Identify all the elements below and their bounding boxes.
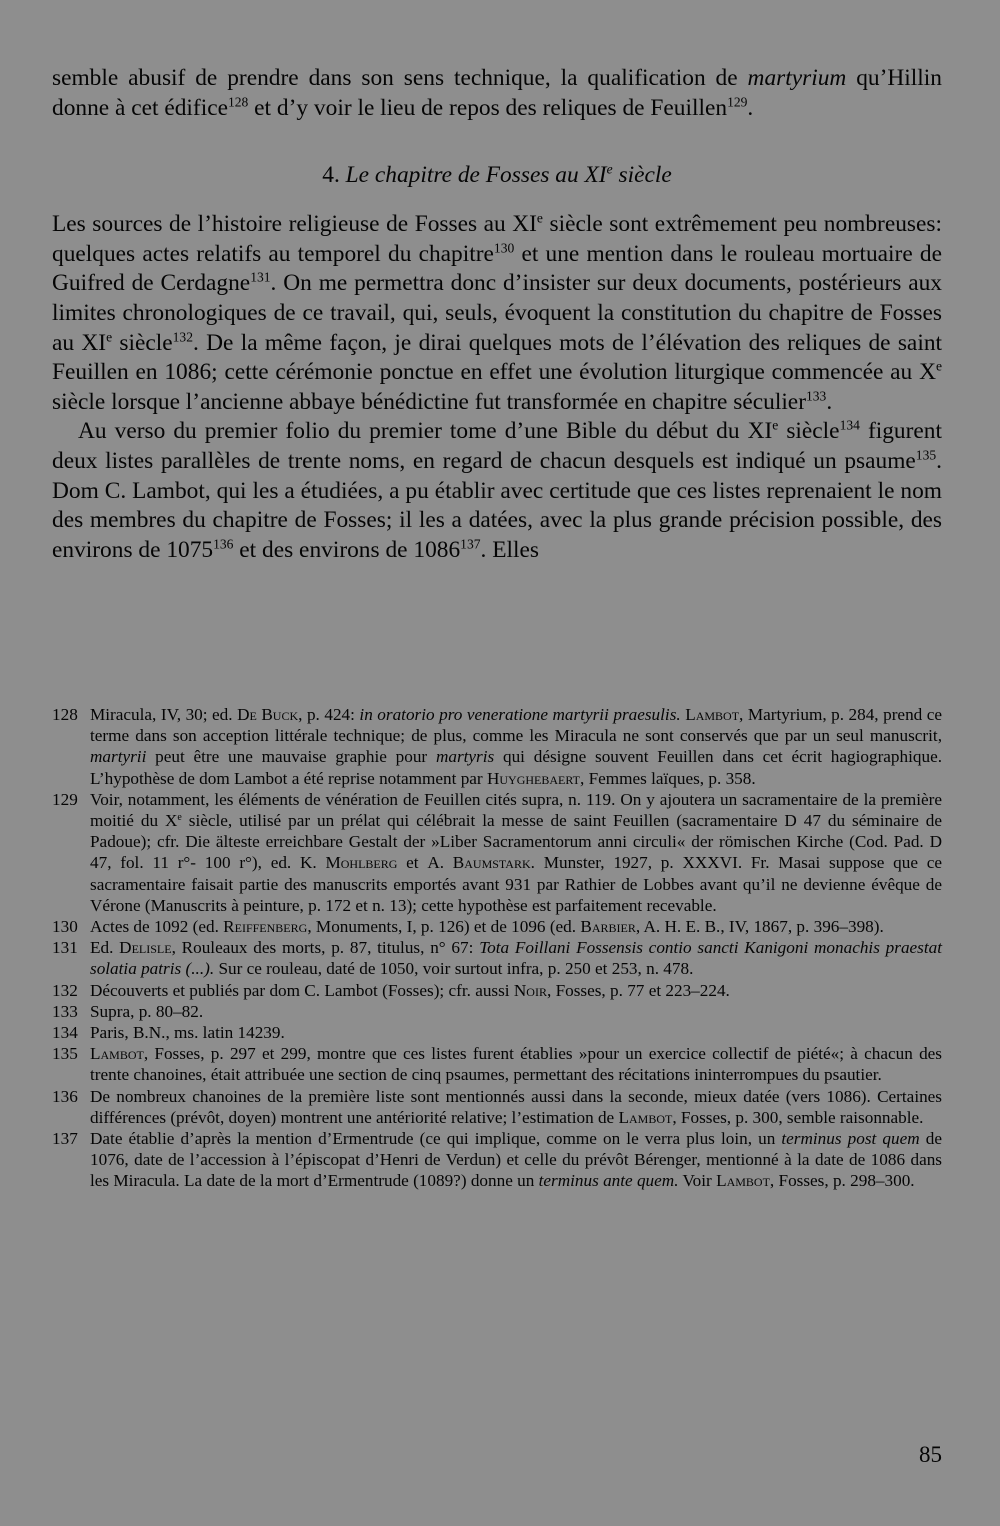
text: siècle sont extrêmement peu nombreuses: quelques actes relatifs au temporel du chapitre	[52, 211, 942, 267]
text: siècle	[112, 329, 173, 356]
footnote-number: 133	[52, 1001, 78, 1021]
section-title: Le chapitre de Fosses au XIe siècle	[345, 161, 672, 189]
footnote-ref[interactable]: 133	[805, 388, 827, 404]
footnote-text: Date établie d’après la mention d’Ermentrude (ce qui implique, comme on le verra plus loin, un terminus post quem de 1076, date de l’accession à l’épiscopat d’Henri de Verdun) et celle du prévôt Bérenger, mentionné à la date de 1086 dans les Miracula. La date de la mort d’Ermentrude (1089?) donne un terminus ante quem. Voir Lambot, Fosses, p. 298–300.	[90, 1129, 942, 1191]
footnote	[52, 789, 942, 916]
footnote	[52, 1001, 942, 1022]
italic-term: martyrium	[747, 65, 847, 91]
footnote-number: 128	[52, 705, 78, 724]
text: Au verso du premier folio du premier tome d’une Bible du début du XI	[78, 418, 773, 445]
footnote	[52, 916, 942, 937]
footnote	[52, 980, 942, 1001]
footnote-ref[interactable]: 136	[213, 536, 234, 552]
footnote-number: 135	[52, 1044, 78, 1064]
text: qu’Hillin donne à cet édifice	[52, 65, 942, 121]
text: semble abusif de prendre dans son sens technique, la qualification de	[52, 65, 748, 91]
footnote-number: 131	[52, 938, 78, 958]
text: . On me permettra donc d’insister sur deux documents, postérieurs aux limites chronologiques de ce travail, qui, seuls, évoquent la constitution du chapitre de Fosses au XI	[52, 270, 943, 356]
footnote-text: Lambot, Fosses, p. 297 et 299, montre que ces listes furent établies »pour un exercice collectif de piété«; à chacun des trente chanoines, était attribuée une section de cinq psaumes, permettant des récitations ininterrompues du psautier.	[90, 1044, 942, 1085]
text: .	[826, 388, 833, 415]
footnote-ref[interactable]: 134	[839, 417, 860, 433]
text: siècle lorsque l’ancienne abbaye bénédictine fut transformée en chapitre séculier	[52, 388, 806, 415]
footnote-ref[interactable]: 129	[727, 94, 748, 110]
footnote	[52, 937, 942, 979]
footnote-ref[interactable]: 135	[915, 447, 937, 463]
section-heading	[52, 160, 942, 190]
superscript: e	[536, 210, 543, 226]
footnote-number: 130	[52, 917, 78, 937]
paragraph	[52, 210, 942, 417]
page-body	[52, 64, 942, 565]
footnote-number: 137	[52, 1129, 78, 1149]
text: et d’y voir le lieu de repos des reliques de Feuillen	[248, 94, 728, 121]
footnote	[52, 1022, 942, 1043]
footnote-text: Miracula, IV, 30; ed. De Buck, p. 424: in oratorio pro veneratione martyrii praesulis. Lambot, Martyrium, p. 284, prend ce terme dans son acception littérale technique; de plus, comme les Miracula ne sont conservés que par un seul manuscrit, martyrii peut être une mauvaise graphie pour martyris qui désigne souvent Feuillen dans cet écrit hagiographique. L’hypothèse de dom Lambot a été reprise notamment par Huyghebaert, Femmes laïques, p. 358.	[90, 705, 943, 788]
footnote	[52, 1128, 942, 1192]
text: siècle	[778, 418, 840, 445]
footnote-text: Découverts et publiés par dom C. Lambot (Fosses); cfr. aussi Noir, Fosses, p. 77 et 223–224.	[90, 980, 730, 1000]
page-number: 85	[919, 1442, 942, 1467]
footnote-text: Paris, B.N., ms. latin 14239.	[90, 1023, 285, 1043]
footnote-number: 134	[52, 1023, 78, 1043]
superscript: e	[106, 329, 113, 345]
footnote-ref[interactable]: 137	[460, 536, 481, 552]
footnote-text: Supra, p. 80–82.	[90, 1001, 204, 1021]
superscript: e	[935, 358, 942, 374]
paragraph	[52, 417, 942, 565]
footnote-ref[interactable]: 128	[227, 94, 249, 110]
text: figurent deux listes parallèles de trente noms, en regard de chacun desquels est indiqué un psaume	[52, 418, 942, 474]
footnote-number: 136	[52, 1086, 78, 1106]
text: . De la même façon, je dirai quelques mots de l’élévation des reliques de saint Feuillen en 1086; cette cérémonie ponctue en effet une évolution liturgique commencée au X	[52, 329, 943, 386]
text: et des environs de 1086	[233, 536, 461, 563]
footnote	[52, 704, 942, 789]
footnote-text: Ed. Delisle, Rouleaux des morts, p. 87, titulus, n° 67: Tota Foillani Fossensis contio sancti Kanigoni monachis praestat solatia patris (...). Sur ce rouleau, daté de 1050, voir surtout infra, p. 250 et 253, n. 478.	[90, 938, 943, 979]
text: .	[747, 94, 754, 121]
footnote-number: 129	[52, 789, 78, 809]
footnote-ref[interactable]: 131	[250, 269, 271, 285]
superscript: e	[772, 417, 779, 433]
footnote-ref[interactable]: 130	[493, 240, 515, 256]
footnote-text: De nombreux chanoines de la première liste sont mentionnés aussi dans la seconde, mieux datée (vers 1086). Certaines différences (prévôt, doyen) montrent une antériorité relative; l’estimation de Lambot, Fosses, p. 300, semble raisonnable.	[90, 1086, 942, 1127]
text: . Dom C. Lambot, qui les a étudiées, a pu établir avec certitude que ces listes reprenaient le nom des membres du chapitre de Fosses; il les a datées, avec la plus grande précision possible, des environs de 1075	[52, 447, 942, 563]
footnote-text: Voir, notamment, les éléments de vénération de Feuillen cités supra, n. 119. On y ajoutera un sacramentaire de la première moitié du Xe siècle, utilisé par un prélat qui célébrait la messe de saint Feuillen (sacramentaire D 47 du séminaire de Padoue); cfr. Die älteste erreichbare Gestalt der »Liber Sacramentorum anni circuli« der römischen Kirche (Cod. Pad. D 47, fol. 11 r°- 100 r°), ed. K. Mohlberg et A. Baumstark. Munster, 1927, p. XXXVI. Fr. Masai suppose que ce sacramentaire faisait partie des manuscrits emportés avant 931 par Rathier de Lobbes avant qu’il ne devienne évêque de Vérone (Manuscrits à peinture, p. 172 et n. 13); cette hypothèse est parfaitement recevable.	[90, 789, 942, 915]
text: Les sources de l’histoire religieuse de Fosses au XI	[52, 211, 537, 238]
text: . Elles	[480, 536, 539, 563]
main-text	[52, 64, 942, 565]
footnote	[52, 1043, 942, 1085]
footnotes	[52, 704, 942, 1192]
footnote	[52, 1086, 942, 1128]
footnote-number: 132	[52, 980, 78, 1000]
footnote-text: Actes de 1092 (ed. Reiffenberg, Monuments, I, p. 126) et de 1096 (ed. Barbier, A. H. E. B., IV, 1867, p. 396–398).	[90, 917, 884, 937]
footnote-ref[interactable]: 132	[172, 329, 193, 345]
section-number: 4.	[322, 162, 340, 189]
text: et une mention dans le rouleau mortuaire de Guifred de Cerdagne	[52, 240, 942, 297]
paragraph-continued	[52, 64, 942, 123]
